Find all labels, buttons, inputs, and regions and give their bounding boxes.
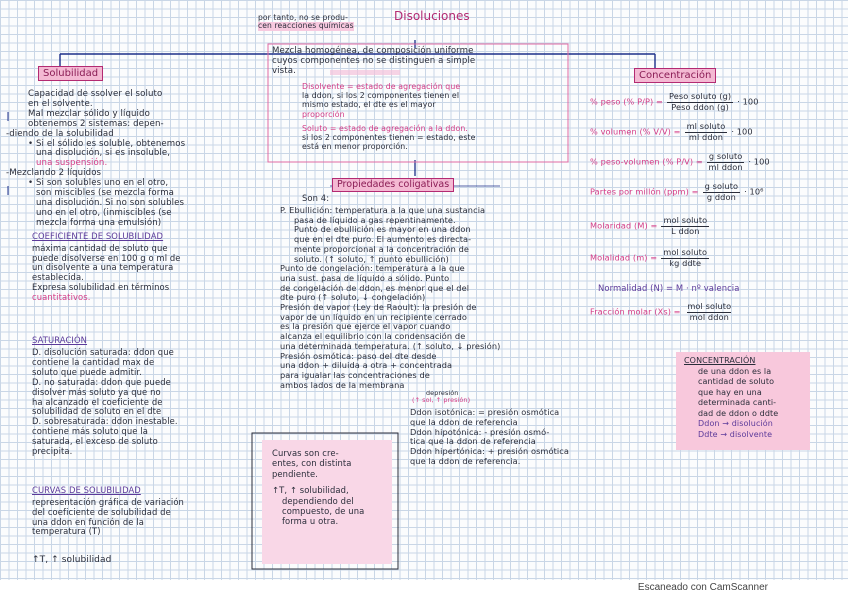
formula-denominator: ml ddon: [708, 161, 743, 172]
coligativas-line: Punto de ebullición es mayor en una ddon: [294, 224, 471, 235]
curvas-line: una ddon en función de la: [32, 516, 144, 527]
coligativas-line: pasa de líquido a gas repentinamente.: [294, 214, 456, 225]
curvas-note: [272, 448, 364, 527]
solubilidad-line: una disolución. Si no son solubles: [36, 197, 185, 208]
curvas-note-line: pendiente.: [272, 468, 318, 479]
coeficiente-text: [32, 244, 181, 302]
card-line: Ddon → disolución: [698, 419, 773, 428]
coligativas-line: una sust. pasa de líquido a sólido. Punto: [280, 272, 450, 283]
formula-denominator: g ddon: [706, 191, 736, 202]
saturacion-text: [32, 348, 178, 457]
curvas-line: temperatura (T): [32, 526, 101, 537]
formula-row: [590, 248, 713, 268]
solubilidad-line: -diendo de la solubilidad: [6, 128, 114, 139]
coeficiente-line: máxima cantidad de soluto que: [32, 243, 168, 253]
saturacion-line: D. sobresaturada: ddon inestable.: [32, 416, 178, 427]
formula-row: [590, 122, 753, 142]
fraccion-num: mol soluto: [687, 301, 732, 311]
fraccion-formula: [590, 302, 731, 322]
disolvente-line: Disolvente = estado de agregación que: [302, 82, 461, 91]
card-line: determinada canti-: [698, 398, 777, 407]
solubilidad-line: Capacidad de ssolver el soluto: [28, 89, 163, 99]
card-line: dad de ddon o ddte: [698, 408, 779, 418]
solubilidad-line: una suspensión.: [36, 158, 108, 169]
coligativas-text: [280, 206, 500, 390]
disolvente-line: la ddon, si los 2 componentes tienen el: [302, 91, 460, 101]
solubilidad-title: Solubilidad: [38, 66, 103, 81]
osmotic-head-line: depresión: [426, 389, 459, 397]
coeficiente-title: COEFICIENTE DE SOLUBILIDAD: [32, 231, 164, 241]
curvas-text: [32, 498, 184, 537]
solubilidad-line: obtenemos 2 sistemas: depen-: [28, 118, 164, 129]
saturacion-line: D. disolución saturada: ddon que: [32, 347, 174, 357]
curvas-note-line: entes, con distinta: [272, 458, 352, 469]
osmotic-line: Ddon isotónica: = presión osmótica: [410, 407, 560, 417]
formula-label: Partes por millón (ppm) =: [590, 186, 699, 197]
osmotic-head: [412, 390, 470, 404]
disolvente-text: [302, 82, 460, 119]
saturacion-line: soluto que puede admitir.: [32, 366, 142, 377]
formula-label: Molalidad (m) =: [590, 252, 658, 263]
coligativas-line: es la presión que ejerce el vapor cuando: [280, 321, 451, 332]
coligativas-line: de congelación de ddon, es menor que el del: [280, 282, 470, 293]
saturacion-line: contiene la cantidad max de: [32, 356, 155, 367]
formula-row: [590, 92, 759, 112]
disolvente-line: proporción: [302, 109, 345, 119]
solubilidad-text: [6, 90, 185, 229]
formula-label: % volumen (% V/V) =: [590, 126, 681, 137]
soluto-line: Soluto = estado de agregación a la ddon.: [302, 124, 468, 133]
formula-denominator: ml ddon: [688, 131, 724, 142]
formula-row: [590, 182, 764, 202]
coeficiente-line: cuantitativos.: [32, 291, 91, 302]
formula-label: Molaridad (M) =: [590, 220, 658, 231]
definition-line: cuyos componentes no se distinguen a simple: [272, 56, 476, 67]
formula-numerator: g soluto: [704, 181, 739, 191]
solubilidad-line: • Si el sólido es soluble, obtenemos: [28, 138, 186, 149]
curvas-note-line: dependiendo del: [282, 495, 354, 506]
saturacion-line: precipita.: [32, 446, 73, 457]
coeficiente-line: un disolvente a una temperatura: [32, 262, 174, 273]
curvas-note-line: ↑T, ↑ solubilidad,: [272, 485, 349, 496]
saturacion-line: disolver más soluto ya que no: [32, 386, 161, 397]
fraccion-label: Fracción molar (Xs) =: [590, 306, 681, 317]
coeficiente-line: establecida.: [32, 272, 84, 283]
curvas-note-line: Curvas son cre-: [272, 448, 339, 458]
solubilidad-line: Mal mezclar sólido y líquido: [28, 108, 150, 119]
formula-tail: · 10⁶: [744, 186, 764, 197]
formula-numerator: g soluto: [708, 151, 743, 161]
coligativas-line: vapor de un líquido en un recipiente cerrado: [280, 311, 467, 322]
definition-text: [272, 46, 475, 77]
coligativas-line: una determinada temperatura. (↑ soluto, ↓ presión): [280, 340, 501, 351]
saturacion-line: solubilidad de soluto en el dte: [32, 406, 162, 417]
soluto-text: [302, 124, 476, 152]
soluto-line: si los 2 componentes tienen = estado, este: [302, 133, 476, 143]
curvas-title: CURVAS DE SOLUBILIDAD: [32, 485, 141, 495]
page-title: Disoluciones: [394, 9, 470, 23]
curvas-bottom: ↑T, ↑ solubilidad: [32, 555, 112, 565]
card-line: que hay en una: [698, 387, 762, 397]
osmotic-head-line: (↑ sol, ↑ presión): [412, 396, 471, 405]
soluto-line: está en menor proporción.: [302, 142, 408, 152]
concentracion-card: [684, 356, 778, 440]
formula-tail: · 100: [731, 126, 753, 137]
saturacion-line: D. no saturada: ddon que puede: [32, 376, 171, 387]
coeficiente-line: Expresa solubilidad en términos: [32, 281, 170, 292]
card-line: cantidad de soluto: [698, 377, 775, 386]
curvas-line: representación gráfica de variación: [32, 497, 184, 507]
formula-row: [590, 152, 770, 172]
coligativas-intro: Son 4:: [302, 193, 330, 203]
solubilidad-line: • Si son solubles uno en el otro,: [28, 178, 169, 189]
solubilidad-line: -Mezclando 2 líquidos: [6, 168, 102, 179]
card-line: de una ddon es la: [698, 366, 772, 376]
formula-label: % peso-volumen (% P/V) =: [590, 156, 703, 167]
curvas-note-line: forma u otra.: [282, 516, 339, 527]
saturacion-title: SATURACIÓN: [32, 335, 88, 345]
solubilidad-line: son miscibles (se mezcla forma: [36, 188, 175, 199]
coligativas-line: una ddon + diluida a otra + concentrada: [280, 360, 453, 371]
header-note-line: cen reacciones químicas: [258, 21, 354, 31]
coligativas-line: mente proporcional a la concentración de: [294, 243, 470, 254]
formula-numerator: mol soluto: [663, 215, 708, 225]
formula-denominator: kg ddte: [669, 257, 702, 268]
normalidad-formula: Normalidad (N) = M · nº valencia: [598, 283, 740, 293]
coligativas-line: Punto de congelación: temperatura a la que: [280, 263, 465, 274]
disolvente-line: mismo estado, el dte es el mayor: [302, 100, 436, 110]
header-note: [258, 14, 354, 31]
curvas-line: del coeficiente de solubilidad de: [32, 506, 171, 517]
coligativas-line: Presión osmótica: paso del dte desde: [280, 350, 437, 361]
coligativas-line: ambos lados de la membrana: [280, 379, 405, 390]
coeficiente-line: puede disolverse en 100 g o ml de: [32, 252, 181, 263]
formula-numerator: Peso soluto (g): [668, 91, 732, 101]
coligativas-line: dte puro (↑ soluto, ↓ congelación): [280, 292, 426, 303]
solubilidad-line: uno en el otro, (inmiscibles (se: [36, 207, 172, 218]
formula-numerator: mol soluto: [663, 247, 708, 257]
coligativas-line: P. Ebullición: temperatura a la que una sustancia: [280, 205, 486, 215]
fraccion-den: mol ddon: [689, 311, 729, 322]
saturacion-line: saturada, el exceso de soluto: [32, 436, 158, 447]
definition-line: Mezcla homogénea, de composición uniforme: [272, 46, 474, 56]
formula-row: [590, 216, 713, 236]
card-line: Ddte → disolvente: [698, 429, 773, 439]
card-line: CONCENTRACIÓN: [684, 356, 756, 365]
coligativas-line: Presión de vapor (Ley de Raoult): la presión de: [280, 302, 477, 313]
saturacion-line: contiene más soluto que la: [32, 426, 148, 437]
osmotic-line: tica que la ddon de referencia: [410, 436, 536, 447]
osmotic-line: Ddon hipertónica: + presión osmótica: [410, 446, 570, 457]
coligativas-line: soluto. (↑ soluto, ↑ punto ebullición): [294, 253, 449, 264]
definition-line: vista.: [272, 66, 296, 77]
formula-denominator: Peso ddon (g): [671, 101, 729, 112]
osmotic-text: [410, 408, 569, 467]
formula-tail: · 100: [748, 156, 770, 167]
osmotic-line: que la ddon de referencia.: [410, 455, 521, 466]
solubilidad-line: una disolución, si es insoluble,: [36, 148, 171, 159]
coligativas-line: alcanza el equilibrio con la condensación de: [280, 331, 466, 342]
footer-text: Escaneado con CamScanner: [637, 582, 768, 593]
formula-label: % peso (% P/P) =: [590, 96, 663, 107]
osmotic-line: que la ddon de referencia: [410, 416, 518, 427]
header-note-line: por tanto, no se produ-: [258, 13, 348, 22]
osmotic-line: Ddon hipotónica: - presión osmó-: [410, 426, 550, 437]
scanner-footer: [0, 580, 848, 599]
formula-numerator: ml soluto: [686, 121, 726, 131]
formula-tail: · 100: [737, 96, 759, 107]
saturacion-line: ha alcanzado el coeficiente de: [32, 396, 163, 407]
formula-denominator: L ddon: [671, 225, 700, 236]
solubilidad-line: en el solvente.: [28, 98, 93, 109]
coligativas-line: para igualar las concentraciones de: [280, 369, 430, 380]
curvas-note-line: compuesto, de una: [282, 506, 365, 517]
concentracion-title: Concentración: [634, 68, 716, 83]
coligativas-line: que en el dte puro. El aumento es directa-: [294, 234, 472, 245]
coligativas-title: Propiedades coligativas: [332, 178, 454, 192]
solubilidad-line: mezcla forma una emulsión): [36, 217, 162, 228]
